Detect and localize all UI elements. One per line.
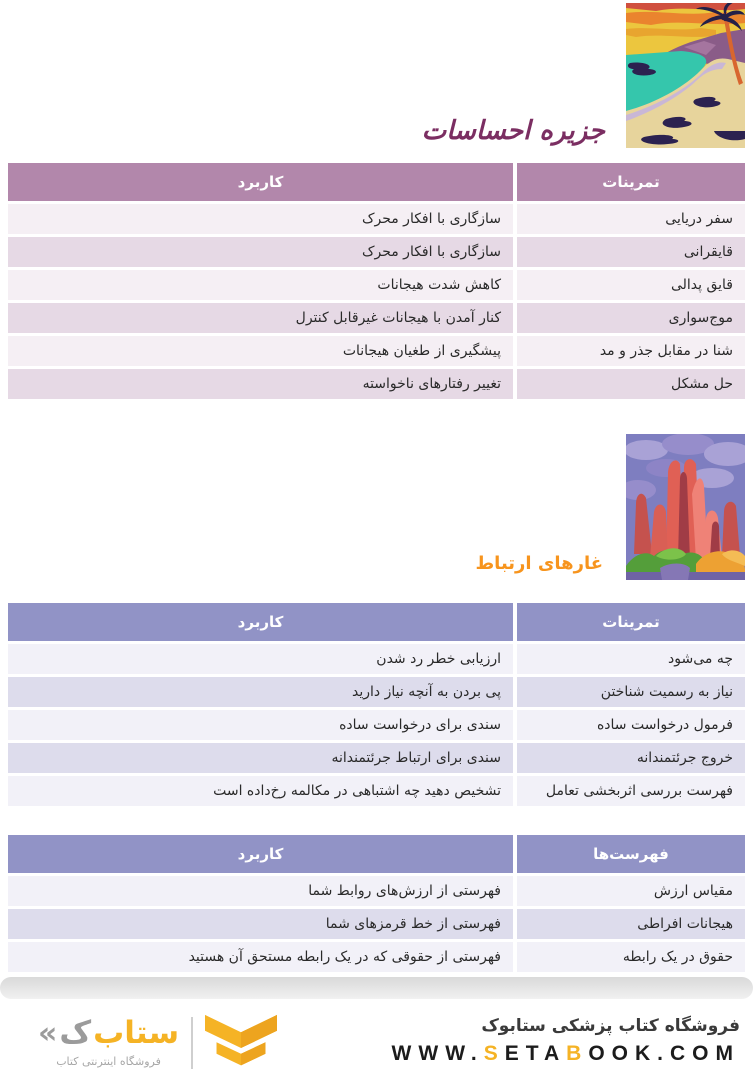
wordmark-yellow-letters: ستاب xyxy=(93,1015,180,1051)
setabook-emblem-icon xyxy=(205,1012,277,1074)
application-cell: سندی برای درخواست ساده xyxy=(8,710,513,740)
beach-island-illustration xyxy=(626,3,745,148)
section-title-caves-of-communication: غارهای ارتباط xyxy=(475,553,603,574)
application-cell: تشخیص دهید چه اشتباهی در مکالمه رخ‌داده است xyxy=(8,776,513,806)
application-cell: فهرستی از ارزش‌های روابط شما xyxy=(8,876,513,906)
red-rock-canyon-illustration xyxy=(626,434,745,580)
table-row xyxy=(8,369,745,399)
section-title-island-of-emotions: جزیره احساسات xyxy=(421,116,605,146)
exercise-cell: خروج جرئتمندانه xyxy=(517,743,745,773)
list-cell: هیجانات افراطی xyxy=(517,909,745,939)
table-row xyxy=(8,270,745,300)
footer-store-text xyxy=(392,1016,740,1066)
application-cell: فهرستی از خط قرمزهای شما xyxy=(8,909,513,939)
exercise-cell: فرمول درخواست ساده xyxy=(517,710,745,740)
application-cell: تغییر رفتارهای ناخواسته xyxy=(8,369,513,399)
table-row xyxy=(8,204,745,234)
table-header-row xyxy=(8,835,745,873)
application-cell: پی بردن به آنچه نیاز دارید xyxy=(8,677,513,707)
application-cell: کنار آمدن با هیجانات غیرقابل کنترل xyxy=(8,303,513,333)
table-island-of-emotions xyxy=(8,163,745,399)
table-row xyxy=(8,677,745,707)
table-header-row xyxy=(8,603,745,641)
application-cell: سازگاری با افکار محرک xyxy=(8,204,513,234)
store-title: فروشگاه کتاب پزشکی ستابوک xyxy=(481,1016,740,1036)
application-cell: پیشگیری از طغیان هیجانات xyxy=(8,336,513,366)
application-cell: سندی برای ارتباط جرئتمندانه xyxy=(8,743,513,773)
exercise-cell: قایق پدالی xyxy=(517,270,745,300)
wordmark-gray-letter: ک xyxy=(59,1015,92,1051)
list-cell: مقیاس ارزش xyxy=(517,876,745,906)
exercise-cell: حل مشکل xyxy=(517,369,745,399)
table-row xyxy=(8,237,745,267)
application-cell: ارزیابی خطر رد شدن xyxy=(8,644,513,674)
application-cell: کاهش شدت هیجانات xyxy=(8,270,513,300)
logo-tagline: فروشگاه اینترنتی کتاب xyxy=(56,1055,161,1068)
exercise-cell: چه می‌شود xyxy=(517,644,745,674)
exercise-cell: قایقرانی xyxy=(517,237,745,267)
column-header-application: کاربرد xyxy=(8,163,513,201)
column-header-application: کاربرد xyxy=(8,835,513,873)
table-caves-of-communication xyxy=(8,603,745,806)
exercise-cell: موج‌سواری xyxy=(517,303,745,333)
table-row xyxy=(8,776,745,806)
table-row xyxy=(8,876,745,906)
red-rock-canyon-scene-art xyxy=(626,434,745,580)
setabook-logo xyxy=(38,1010,277,1076)
column-header-exercises: تمرینات xyxy=(517,163,745,201)
beach-island-scene-art xyxy=(626,3,745,148)
table-lists xyxy=(8,835,745,972)
table-header-row xyxy=(8,163,745,201)
table-row xyxy=(8,710,745,740)
table-row xyxy=(8,942,745,972)
column-header-lists: فهرست‌ها xyxy=(517,835,745,873)
table-row xyxy=(8,743,745,773)
table-row xyxy=(8,644,745,674)
application-cell: سازگاری با افکار محرک xyxy=(8,237,513,267)
column-header-application: کاربرد xyxy=(8,603,513,641)
exercise-cell: نیاز به رسمیت شناختن xyxy=(517,677,745,707)
list-cell: حقوق در یک رابطه xyxy=(517,942,745,972)
application-cell: فهرستی از حقوقی که در یک رابطه مستحق آن هستید xyxy=(8,942,513,972)
logo-divider-line xyxy=(191,1017,193,1069)
exercise-cell: فهرست بررسی اثربخشی تعامل xyxy=(517,776,745,806)
exercise-cell: شنا در مقابل جذر و مد xyxy=(517,336,745,366)
column-header-exercises: تمرینات xyxy=(517,603,745,641)
table-row xyxy=(8,303,745,333)
store-url[interactable]: WWW.SETABOOK.COM xyxy=(391,1042,740,1065)
footer-divider-band xyxy=(0,977,753,999)
exercise-cell: سفر دریایی xyxy=(517,204,745,234)
table-row xyxy=(8,336,745,366)
logo-chevron-glyph: « xyxy=(38,1016,58,1051)
setabook-wordmark xyxy=(38,1015,180,1068)
table-row xyxy=(8,909,745,939)
